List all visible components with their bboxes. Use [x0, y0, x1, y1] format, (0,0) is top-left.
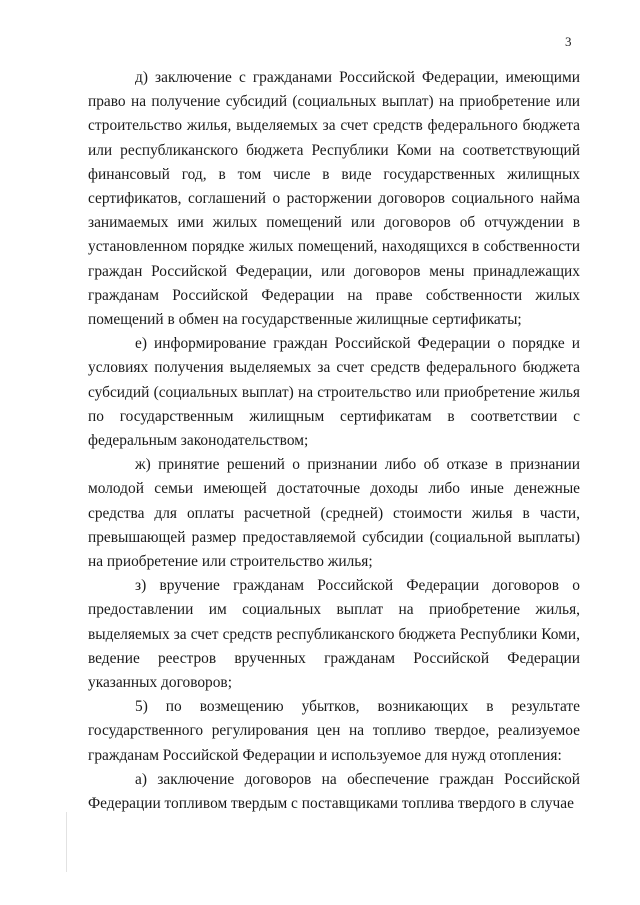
paragraph-e: е) информирование граждан Российской Федерации о порядке и условиях получения выделяемых за счет средств федерального бюджета субсидий (социальных выплат) на строительство или приобретение жилья по государственным жилищным сертификатам в соответствии с федеральным законодательством;	[88, 335, 580, 450]
paragraph-zh: ж) принятие решений о признании либо об отказе в признании молодой семьи имеющей достаточные доходы либо иные денежные средства для оплаты расчетной (средней) стоимости жилья в части, превышающей размер предоставляемой субсидии (социальной выплаты) на приобретение или строительство жилья;	[88, 456, 580, 571]
paragraph-5: 5) по возмещению убытков, возникающих в результате государственного регулирования цен на топливо твердое, реализуемое гражданам Российской Федерации и используемое для нужд отопления:	[88, 698, 580, 764]
scan-margin-mark	[66, 812, 67, 872]
paragraph-d: д) заключение с гражданами Российской Федерации, имеющими право на получение субсидий (социальных выплат) на приобретение или строительство жилья, выделяемых за счет средств федерального бюджета или республиканского бюджета Республики Коми на соответствующий финансовый год, в том числе в виде государственных жилищных сертификатов, соглашений о расторжении договоров социального найма занимаемых ими жилых помещений или договоров об отчуждении в установленном порядке жилых помещений, находящихся в собственности граждан Российской Федерации, или договоров мены принадлежащих гражданам Российской Федерации на праве собственности жилых помещений в обмен на государственные жилищные сертификаты;	[88, 69, 580, 329]
page-number: 3	[565, 34, 572, 49]
paragraph-5a: а) заключение договоров на обеспечение граждан Российской Федерации топливом твердым с поставщиками топлива твердого в случае	[88, 770, 580, 813]
paragraph-z: з) вручение гражданам Российской Федерации договоров о предоставлении им социальных выплат на приобретение жилья, выделяемых за счет средств республиканского бюджета Республики Коми, ведение реестров врученных гражданам Российской Федерации указанных договоров;	[88, 577, 580, 692]
document-body	[88, 66, 580, 816]
